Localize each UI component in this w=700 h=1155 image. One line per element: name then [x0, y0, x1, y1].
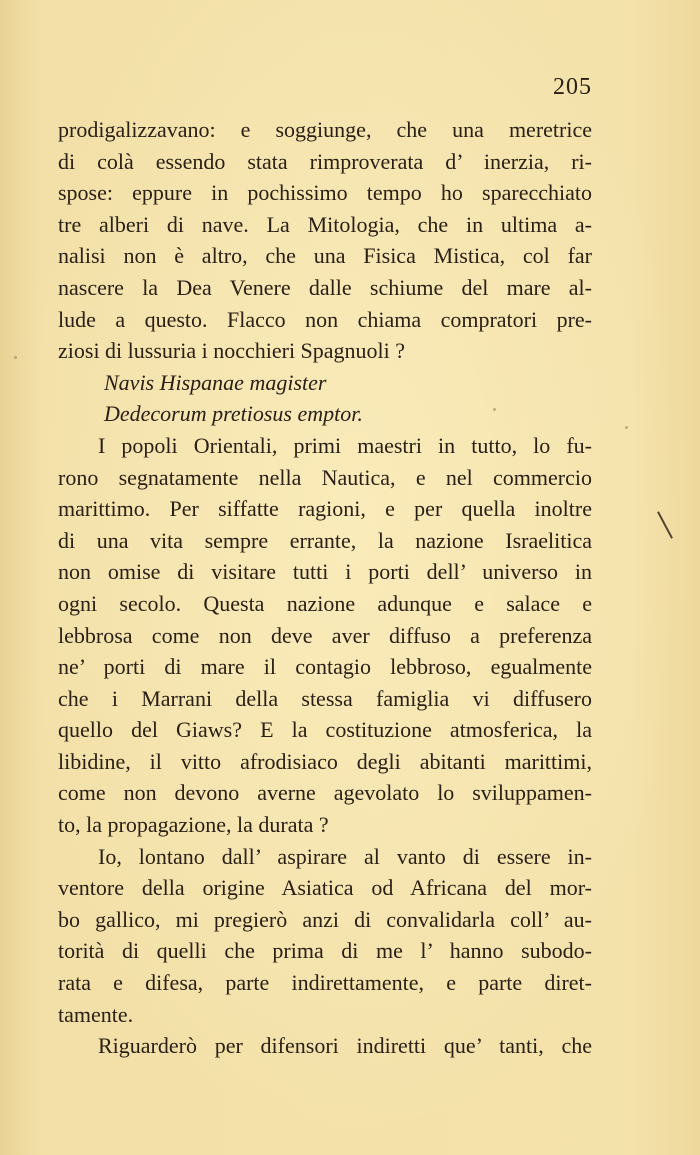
- text-line: non omise di visitare tutti i porti dell’ universo in: [58, 559, 592, 585]
- text-line: di colà essendo stata rimproverata d’ inerzia, ri-: [58, 148, 592, 174]
- paper-speck: [14, 356, 17, 359]
- text-line: nascere la Dea Venere dalle schiume del mare al-: [58, 274, 592, 300]
- text-line: Io, lontano dall’ aspirare al vanto di essere in-: [98, 843, 592, 869]
- verse-line: Dedecorum pretiosus emptor.: [104, 401, 363, 427]
- text-line: ne’ porti di mare il contagio lebbroso, egualmente: [58, 654, 592, 680]
- text-line: libidine, il vitto afrodisiaco degli abitanti marittimi,: [58, 748, 592, 774]
- text-line: nalisi non è altro, che una Fisica Mistica, col far: [58, 243, 592, 269]
- text-line: lude a questo. Flacco non chiama compratori pre-: [58, 306, 592, 332]
- text-line: tre alberi di nave. La Mitologia, che in ultima a-: [58, 211, 592, 237]
- page-number: 205: [553, 74, 592, 100]
- text-line: I popoli Orientali, primi maestri in tutto, lo fu-: [98, 432, 592, 458]
- text-line: marittimo. Per siffatte ragioni, e per quella inoltre: [58, 496, 592, 522]
- text-line: to, la propagazione, la durata ?: [58, 812, 329, 838]
- margin-mark: [657, 511, 673, 538]
- text-line: come non devono averne agevolato lo sviluppamen-: [58, 780, 592, 806]
- paper-speck: [625, 426, 628, 429]
- text-line: torità di quelli che prima di me l’ hanno subodo-: [58, 938, 592, 964]
- text-line: rata e difesa, parte indirettamente, e parte diret-: [58, 970, 592, 996]
- text-line: quello del Giaws? E la costituzione atmosferica, la: [58, 717, 592, 743]
- text-line: lebbrosa come non deve aver diffuso a preferenza: [58, 622, 592, 648]
- text-line: ziosi di lussuria i nocchieri Spagnuoli ?: [58, 338, 406, 364]
- text-line: ventore della origine Asiatica od Africana del mor-: [58, 875, 592, 901]
- text-line: Riguarderò per difensori indiretti que’ tanti, che: [98, 1033, 592, 1059]
- text-line: spose: eppure in pochissimo tempo ho sparecchiato: [58, 180, 592, 206]
- text-line: prodigalizzavano: e soggiunge, che una meretrice: [58, 117, 592, 142]
- paper-speck: [493, 408, 496, 411]
- verse-line: Navis Hispanae magister: [104, 369, 327, 395]
- text-line: rono segnatamente nella Nautica, e nel commercio: [58, 464, 592, 490]
- text-line: bo gallico, mi pregierò anzi di convalidarla coll’ au-: [58, 906, 592, 932]
- text-line: di una vita sempre errante, la nazione Israelitica: [58, 527, 592, 553]
- text-line: che i Marrani della stessa famiglia vi diffusero: [58, 685, 592, 711]
- text-line: ogni secolo. Questa nazione adunque e salace e: [58, 590, 592, 616]
- text-line: tamente.: [58, 1001, 134, 1027]
- body-text: [58, 114, 592, 1062]
